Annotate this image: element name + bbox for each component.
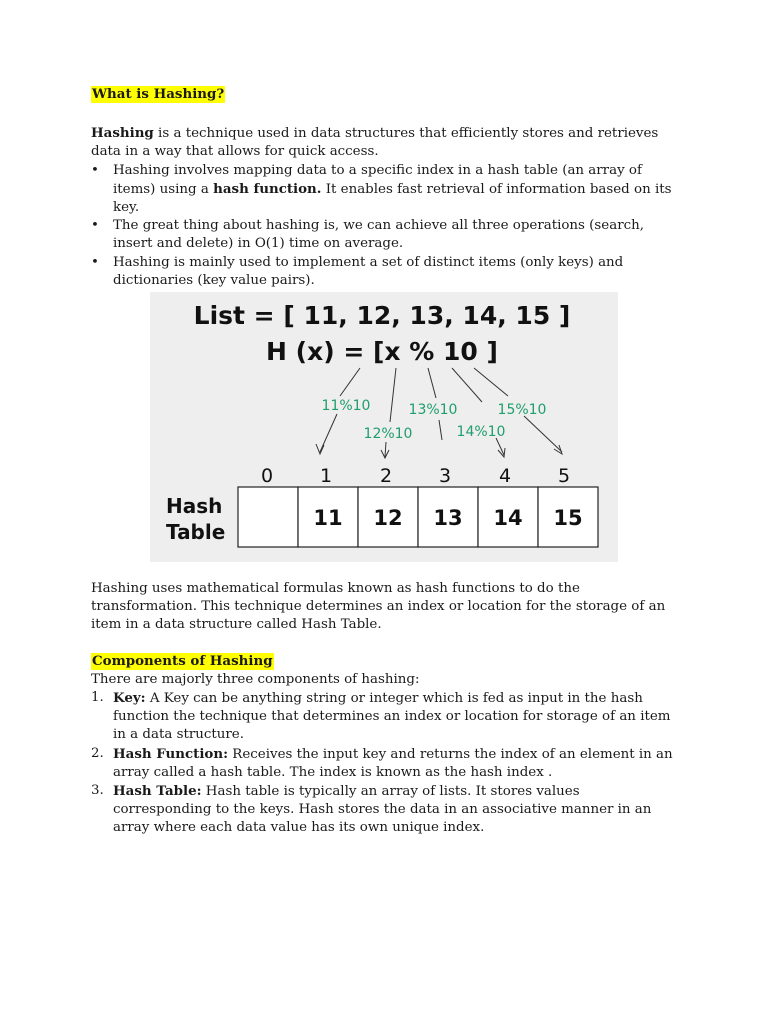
list-line: List = [ 11, 12, 13, 14, 15 ]: [193, 301, 571, 330]
index-label: 1: [319, 465, 333, 487]
components-list: [91, 689, 681, 838]
bullet-item: • Hashing is mainly used to implement a set of distinct items (only keys) and dictionaries (key value pairs).: [91, 254, 681, 290]
index-label: 2: [379, 465, 393, 487]
intro-paragraph: [91, 124, 681, 161]
index-label: 4: [498, 465, 512, 487]
table-cell: 13: [433, 506, 463, 530]
mod-label: 11%10: [321, 398, 371, 414]
components-intro: There are majorly three components of hashing:: [91, 671, 420, 687]
component-item-key: 1. Key: A Key can be anything string or integer which is fed as input in the hash function the technique that determines an index or location for storage of an item in a data structure.: [91, 690, 671, 743]
transformation-paragraph: Hashing uses mathematical formulas known as hash functions to do the transformation. This technique determines an index or location for the storage of an item in a data structure called Hash Table.: [91, 581, 666, 633]
table-cell: 15: [553, 506, 583, 530]
mod-label: 14%10: [456, 424, 506, 440]
bullet-item: • The great thing about hashing is, we can achieve all three operations (search, insert and delete) in O(1) time on average.: [91, 217, 681, 253]
hash-table-diagram: [150, 292, 618, 562]
table-label: Hash: [166, 494, 223, 518]
section-heading-components: Components of Hashing: [92, 652, 273, 669]
mod-label: 12%10: [363, 426, 413, 442]
mod-label: 13%10: [408, 402, 458, 418]
index-label: 5: [557, 465, 571, 487]
hashing-bullet-list: [91, 162, 681, 290]
mod-label: 15%10: [497, 402, 547, 418]
intro-bold-term: Hashing: [91, 125, 154, 142]
hash-function-line: H (x) = [x % 10 ]: [266, 337, 498, 366]
intro-text: is a technique used in data structures that efficiently stores and retrieves data in a way that allows for quick access.: [91, 126, 659, 160]
table-cell: 12: [373, 506, 403, 530]
table-cell: 11: [313, 506, 343, 530]
document-body: [91, 86, 681, 290]
index-label: 3: [438, 465, 452, 487]
bullet-item: • Hashing involves mapping data to a specific index in a hash table (an array of items) using a hash function. It enables fast retrieval of information based on its key.: [91, 162, 681, 218]
table-cell: 14: [493, 506, 523, 530]
hash-table-cells: [238, 487, 598, 547]
section-heading-hashing: What is Hashing?: [92, 86, 225, 102]
table-label: Table: [166, 520, 226, 544]
document-body-continued: [91, 580, 681, 838]
component-item-hash-table: 3. Hash Table: Hash table is typically an array of lists. It stores values corresponding to the keys. Hash stores the data in an associative manner in an array where each data value has its own unique index.: [91, 783, 652, 836]
component-item-hash-function: 2. Hash Function: Receives the input key and returns the index of an element in an array called a hash table. The index is known as the hash index .: [91, 745, 673, 780]
index-label: 0: [260, 465, 274, 487]
